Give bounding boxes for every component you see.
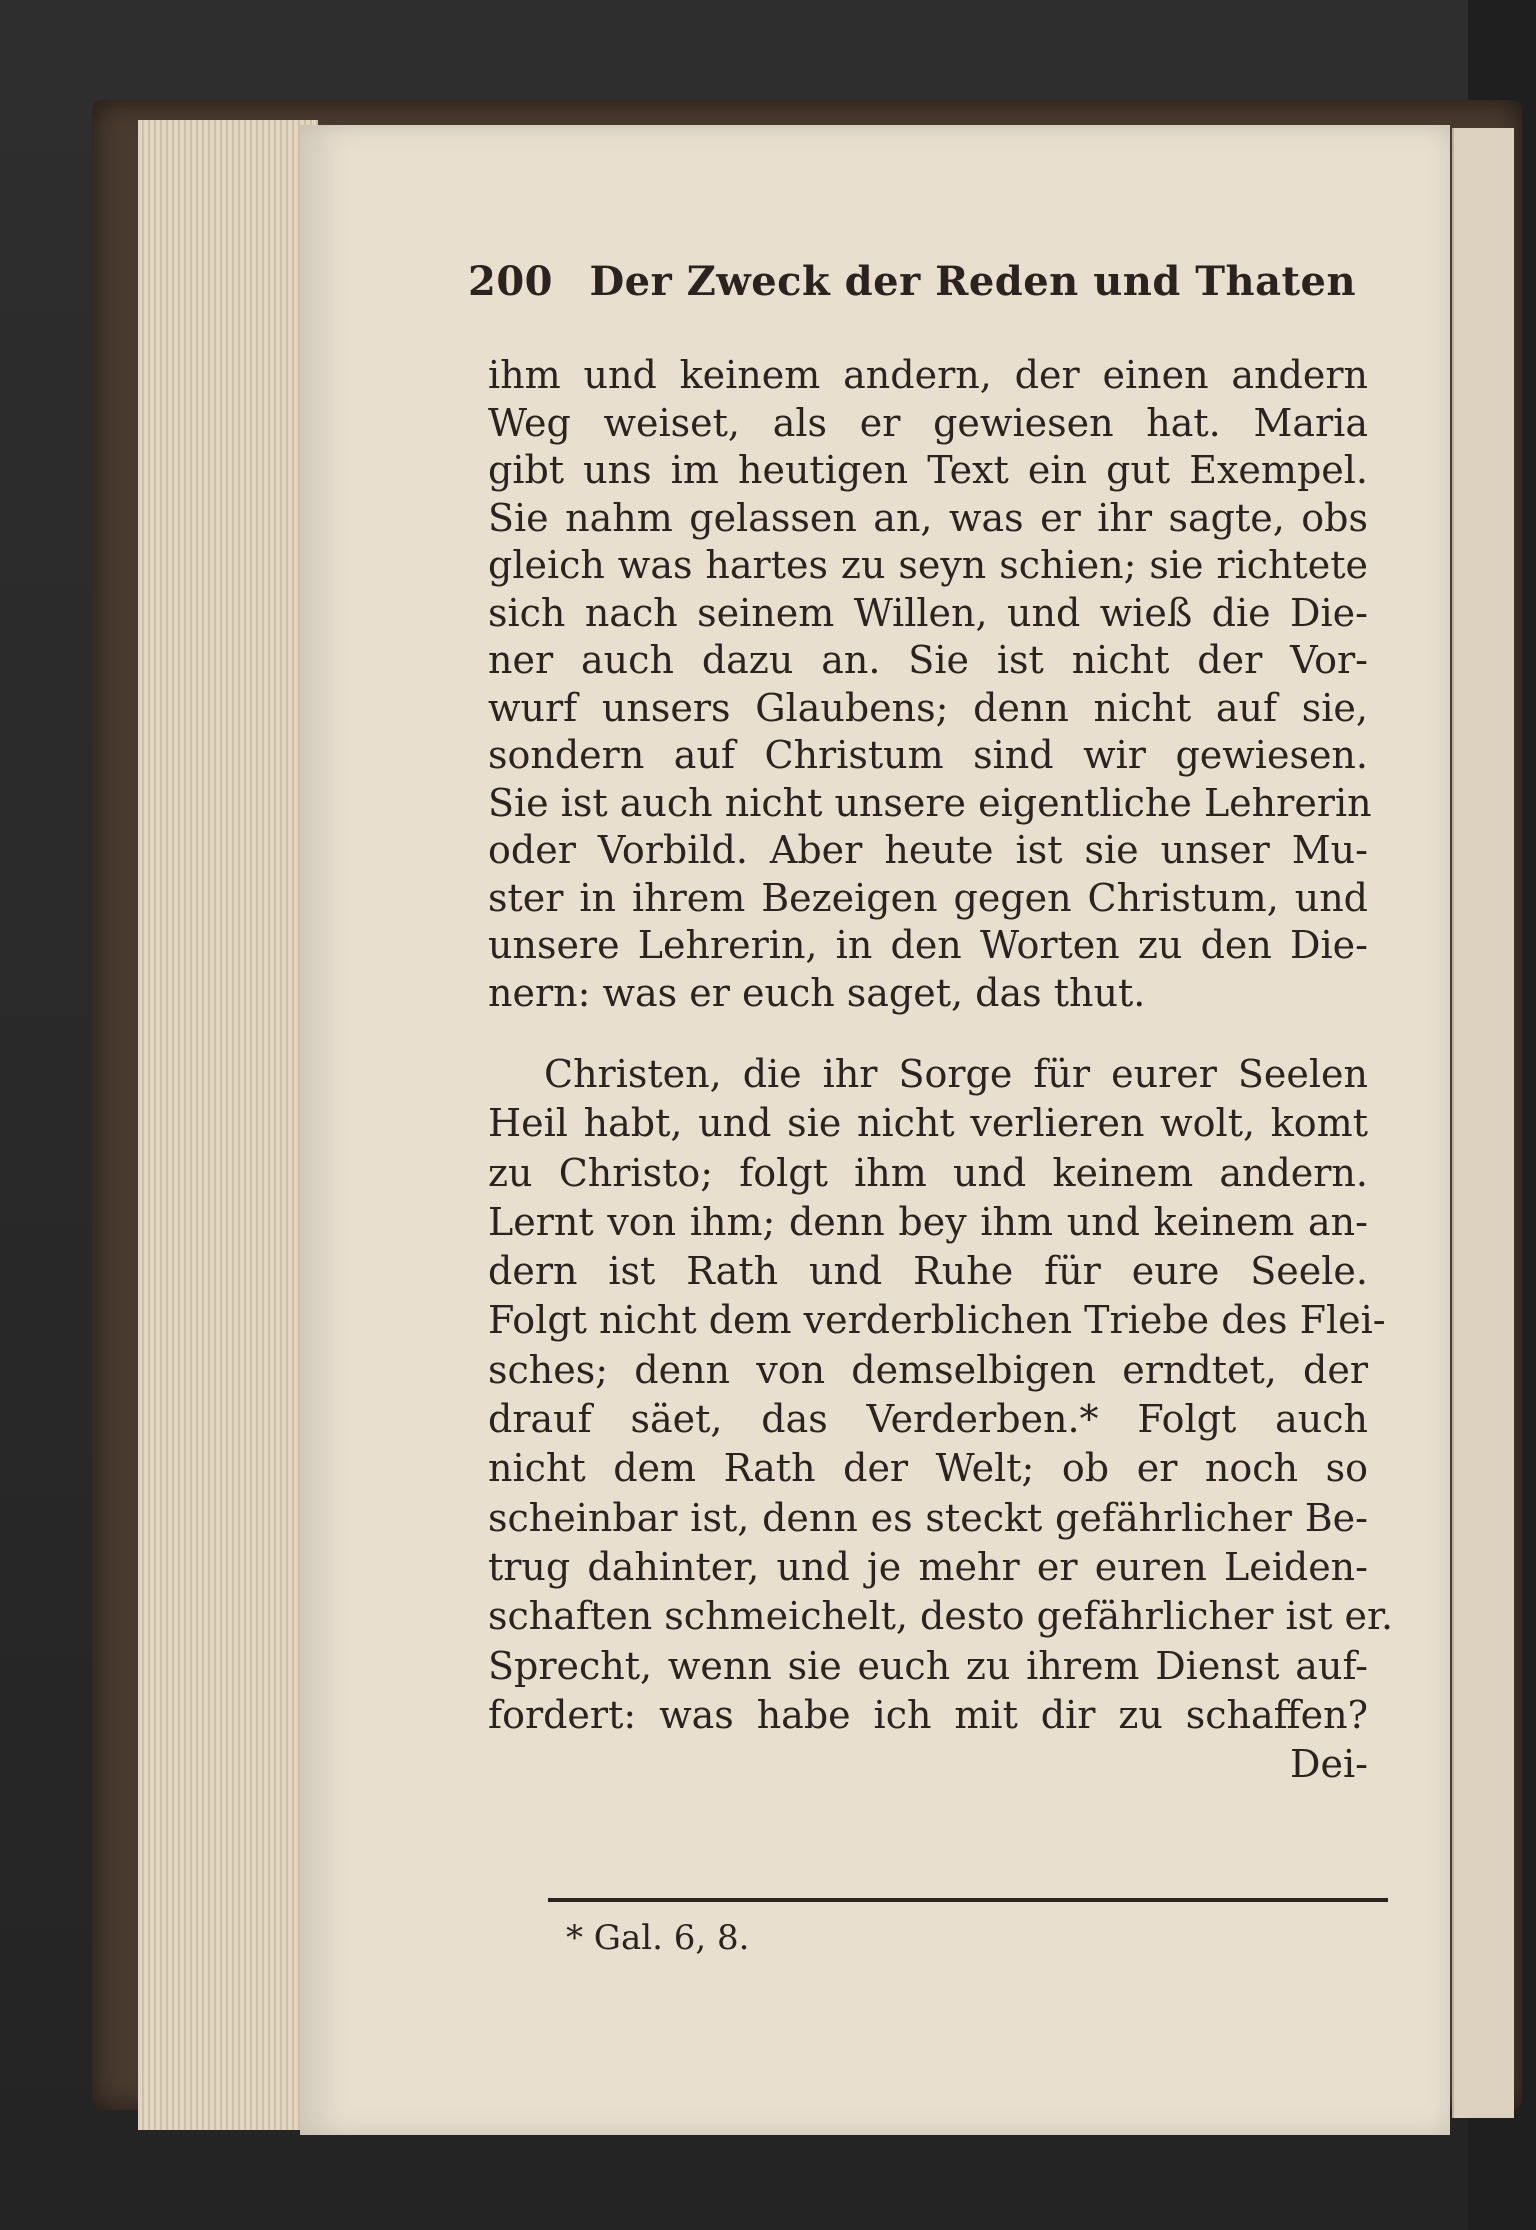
text-line: scheinbar ist, denn es steckt gefährlicher Be- <box>488 1495 1368 1540</box>
text-line: ner auch dazu an. Sie ist nicht der Vor- <box>488 638 1368 682</box>
text-line: sches; denn von demselbigen erndtet, der <box>488 1347 1368 1392</box>
text-line: Sie nahm gelassen an, was er ihr sagte, obs <box>488 495 1368 540</box>
text-line: drauf säet, das Verderben.* Folgt auch <box>488 1397 1368 1442</box>
text-line: trug dahinter, und je mehr er euren Leiden- <box>488 1544 1368 1589</box>
facing-page-edge <box>1452 128 1514 2118</box>
text-line: sondern auf Christum sind wir gewiesen. <box>488 733 1368 777</box>
text-line: Christen, die ihr Sorge für eurer Seelen <box>544 1052 1368 1096</box>
text-line: gibt uns im heutigen Text ein gut Exempel. <box>488 448 1368 492</box>
footnote: * Gal. 6, 8. <box>566 1918 750 1958</box>
text-line: nicht dem Rath der Welt; ob er noch so <box>488 1446 1368 1491</box>
text-line: dern ist Rath und Ruhe für eure Seele. <box>488 1249 1368 1294</box>
page-number: 200 <box>468 258 553 305</box>
text-line: nern: was er euch saget, das thut. <box>488 970 1146 1015</box>
text-line: Weg weiset, als er gewiesen hat. Maria <box>488 400 1368 445</box>
text-line: schaften schmeichelt, desto gefährlicher ist er. <box>488 1594 1394 1639</box>
text-line: Sie ist auch nicht unsere eigentliche Lehrerin <box>488 780 1372 825</box>
text-line: sich nach seinem Willen, und wieß die Die- <box>488 590 1368 635</box>
text-line: Lernt von ihm; denn bey ihm und keinem an- <box>488 1199 1368 1244</box>
text-line: ster in ihrem Bezeigen gegen Christum, und <box>488 875 1368 920</box>
text-line: Sprecht, wenn sie euch zu ihrem Dienst auf- <box>488 1643 1368 1688</box>
paragraph-2 <box>488 1050 1394 1789</box>
catchword: Dei- <box>1290 1742 1368 1787</box>
paragraph-1 <box>488 352 1372 1017</box>
text-line: Heil habt, und sie nicht verlieren wolt, komt <box>488 1101 1368 1146</box>
text-line: wurf unsers Glaubens; denn nicht auf sie, <box>488 685 1368 730</box>
text-line: ihm und keinem andern, der einen andern <box>488 353 1368 397</box>
running-head-title: Der Zweck der Reden und Thaten <box>589 258 1357 305</box>
page-edges <box>138 120 318 2130</box>
running-head <box>468 258 1357 305</box>
text-line: unsere Lehrerin, in den Worten zu den Die- <box>488 923 1368 967</box>
text-line: oder Vorbild. Aber heute ist sie unser Mu- <box>488 828 1368 872</box>
text-line: zu Christo; folgt ihm und keinem andern. <box>488 1150 1368 1195</box>
body-text <box>488 352 1394 1789</box>
text-line: fordert: was habe ich mit dir zu schaffen? <box>488 1692 1368 1737</box>
text-line: Folgt nicht dem verderblichen Triebe des Flei- <box>488 1298 1386 1343</box>
footnote-rule <box>548 1898 1388 1902</box>
text-line: gleich was hartes zu seyn schien; sie richtete <box>488 543 1368 587</box>
